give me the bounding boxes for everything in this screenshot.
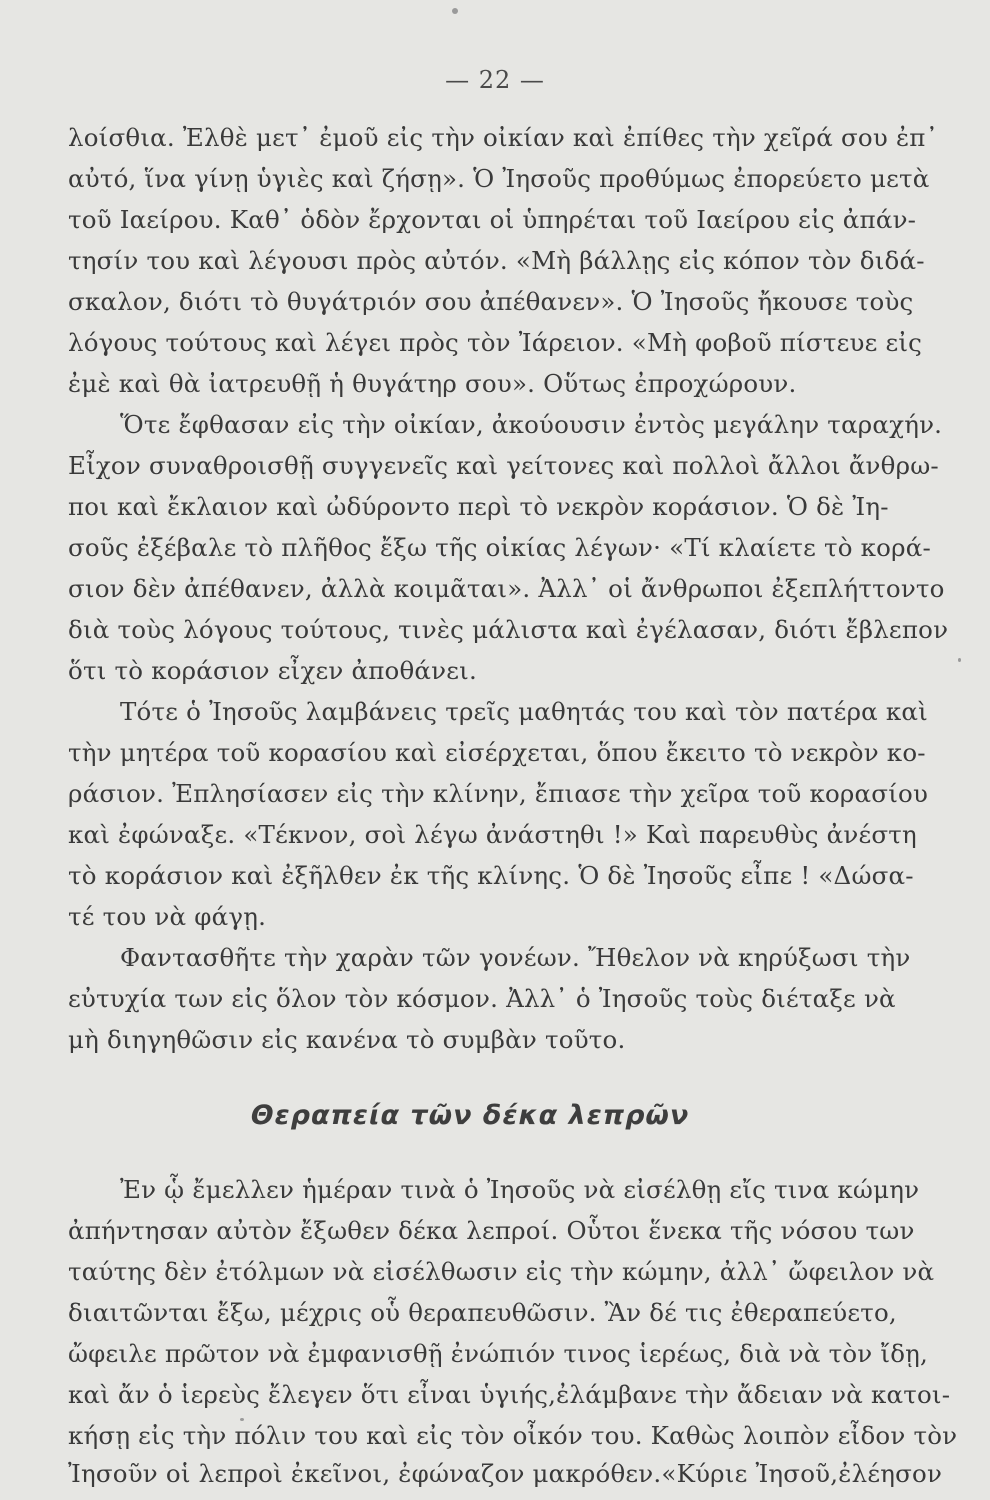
paper-speck [452,8,458,14]
text-line: ἀπήντησαν αὐτὸν ἔξωθεν δέκα λεπροί. Οὗτοι ἕνεκα τῆς νόσου των [68,1216,915,1245]
text-line: ποι καὶ ἔκλαιον καὶ ὠδύροντο περὶ τὸ νεκρὸν κοράσιον. Ὁ δὲ Ἰη- [68,492,889,521]
text-line: τὴν μητέρα τοῦ κορασίου καὶ εἰσέρχεται, ὅπου ἔκειτο τὸ νεκρὸν κο- [68,738,926,767]
text-line: μὴ διηγηθῶσιν εἰς κανένα τὸ συμβὰν τοῦτο. [68,1025,626,1054]
text-line: Ἐν ᾧ ἔμελλεν ἡμέραν τινὰ ὁ Ἰησοῦς νὰ εἰσέλθῃ εἴς τινα κώμην [120,1175,920,1204]
text-line: διαιτῶνται ἔξω, μέχρις οὗ θεραπευθῶσιν. Ἂν δέ τις ἐθεραπεύετο, [68,1298,897,1327]
text-line: τοῦ Ιαείρου. Καθ᾿ ὁδὸν ἔρχονται οἱ ὑπηρέται τοῦ Ιαείρου εἰς ἀπάν- [68,205,917,234]
text-line: Ἰησοῦν οἱ λεπροὶ ἐκεῖνοι, ἐφώναζον μακρόθεν.«Κύριε Ἰησοῦ,ἐλέησον [68,1459,943,1488]
text-line: τησίν του καὶ λέγουσι πρὸς αὐτόν. «Μὴ βάλλῃς εἰς κόπον τὸν διδά- [68,246,925,275]
text-line: λόγους τούτους καὶ λέγει πρὸς τὸν Ἰάρειον. «Μὴ φοβοῦ πίστευε εἰς [68,328,923,357]
text-line: διὰ τοὺς λόγους τούτους, τινὲς μάλιστα καὶ ἐγέλασαν, διότι ἔβλεπον [68,615,949,644]
section-title: Θεραπεία τῶν δέκα λεπρῶν [250,1100,690,1131]
text-line: καὶ ἄν ὁ ἱερεὺς ἔλεγεν ὅτι εἶναι ὑγιής,ἐλάμβανε τὴν ἄδειαν νὰ κατοι- [68,1380,951,1409]
text-line: εὐτυχία των εἰς ὅλον τὸν κόσμον. Ἀλλ᾿ ὁ Ἰησοῦς τοὺς διέταξε νὰ [68,984,896,1013]
text-line: ἐμὲ καὶ θὰ ἰατρευθῇ ἡ θυγάτηρ σου». Οὕτως ἐπροχώρουν. [68,369,797,398]
text-line: Φαντασθῆτε τὴν χαρὰν τῶν γονέων. Ἤθελον νὰ κηρύξωσι τὴν [120,943,911,972]
text-line: λοίσθια. Ἐλθὲ μετ᾿ ἐμοῦ εἰς τὴν οἰκίαν καὶ ἐπίθες τὴν χεῖρά σου ἐπ᾿ [68,123,939,152]
text-line: σιον δὲν ἀπέθανεν, ἀλλὰ κοιμᾶται». Ἀλλ᾿ οἱ ἄνθρωποι ἐξεπλήττοντο [68,574,945,603]
text-line: ράσιον. Ἐπλησίασεν εἰς τὴν κλίνην, ἔπιασε τὴν χεῖρα τοῦ κορασίου [68,779,929,808]
text-line: ὅτι τὸ κοράσιον εἶχεν ἀποθάνει. [68,656,477,685]
text-line: Εἶχον συναθροισθῇ συγγενεῖς καὶ γείτονες καὶ πολλοὶ ἄλλοι ἄνθρω- [68,451,939,480]
text-line: σοῦς ἐξέβαλε τὸ πλῆθος ἔξω τῆς οἰκίας λέγων· «Τί κλαίετε τὸ κορά- [68,533,931,562]
text-line: Ὅτε ἔφθασαν εἰς τὴν οἰκίαν, ἀκούουσιν ἐντὸς μεγάλην ταραχήν. [120,410,943,439]
text-line: σκαλον, διότι τὸ θυγάτριόν σου ἀπέθανεν». Ὁ Ἰησοῦς ἤκουσε τοὺς [68,287,914,316]
text-line: καὶ ἐφώναξε. «Τέκνον, σοὶ λέγω ἀνάστηθι !» Καὶ παρευθὺς ἀνέστη [68,820,917,849]
text-line: κήσῃ εἰς τὴν πόλιν του καὶ εἰς τὸν οἶκόν του. Καθὼς λοιπὸν εἶδον τὸν [68,1421,958,1450]
text-line: αὐτό, ἵνα γίνῃ ὑγιὲς καὶ ζήσῃ». Ὁ Ἰησοῦς προθύμως ἐπορεύετο μετὰ [68,164,930,193]
text-line: Τότε ὁ Ἰησοῦς λαμβάνεις τρεῖς μαθητάς του καὶ τὸν πατέρα καὶ [120,697,928,726]
page-number: — 22 — [445,66,545,94]
text-line: τέ του νὰ φάγῃ. [68,902,267,931]
text-line: ταύτης δὲν ἐτόλμων νὰ εἰσέλθωσιν εἰς τὴν κώμην, ἀλλ᾿ ὤφειλον νὰ [68,1257,935,1286]
paper-speck [240,1418,244,1421]
paper-speck [958,658,961,662]
text-line: τὸ κοράσιον καὶ ἐξῆλθεν ἐκ τῆς κλίνης. Ὁ δὲ Ἰησοῦς εἶπε ! «Δώσα- [68,861,914,890]
text-line: ὤφειλε πρῶτον νὰ ἐμφανισθῇ ἐνώπιόν τινος ἱερέως, διὰ νὰ τὸν ἴδῃ, [68,1339,929,1368]
